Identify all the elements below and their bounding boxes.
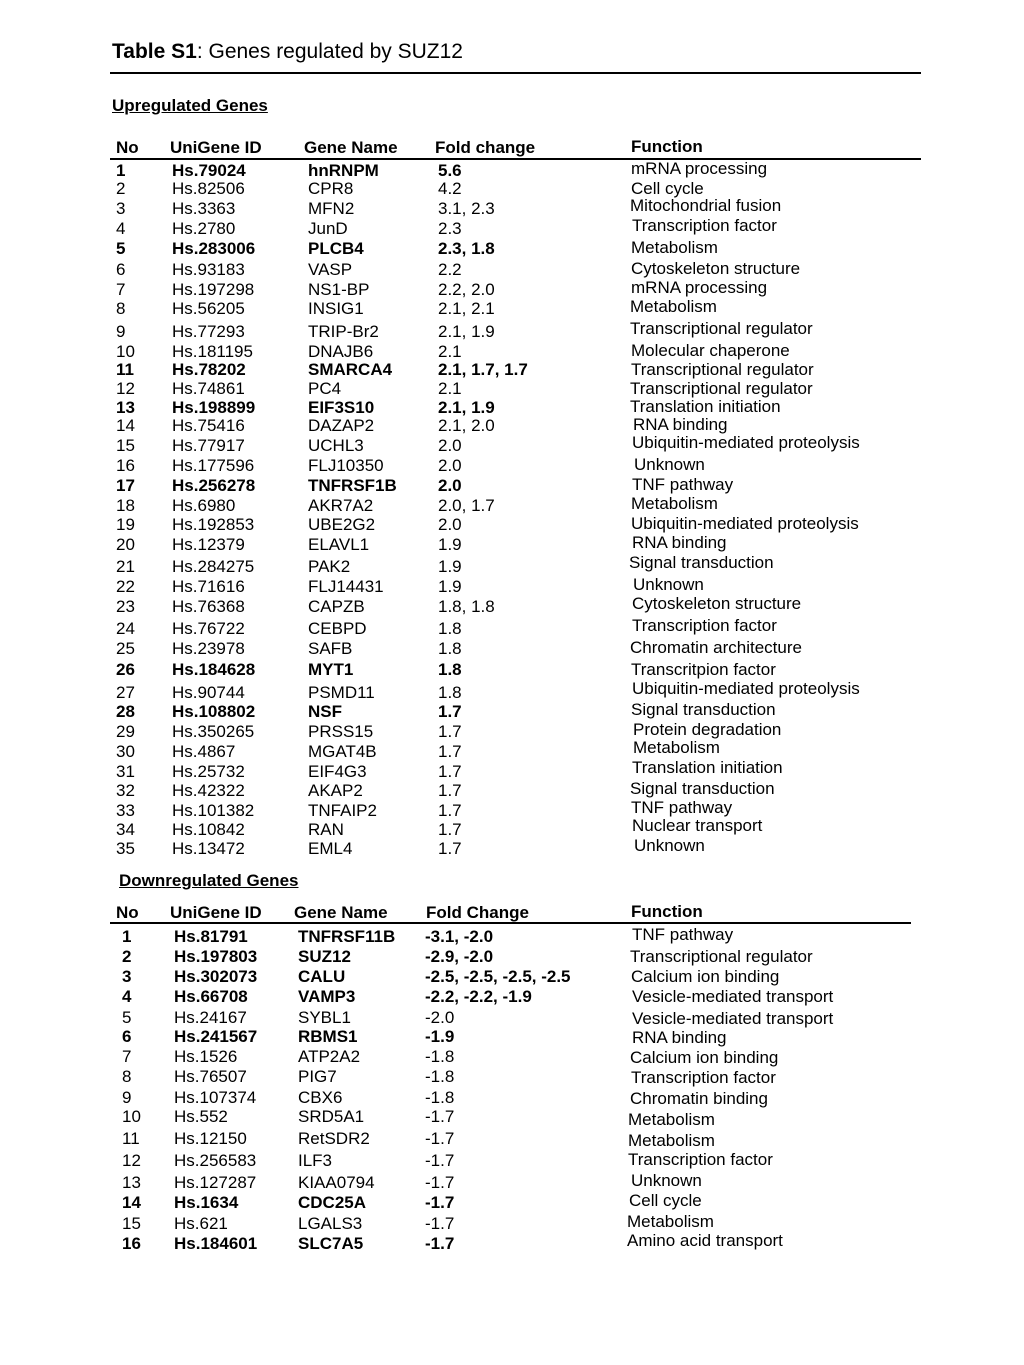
down-row-6-fold: -1.9	[425, 1027, 455, 1046]
up-row-33-gene: TNFAIP2	[308, 801, 377, 820]
down-row-9-function: Chromatin binding	[630, 1089, 768, 1108]
up-row-35-no: 35	[116, 839, 135, 858]
up-row-6-no: 6	[116, 260, 126, 279]
up-header-rule	[110, 158, 921, 160]
down-row-11-fold: -1.7	[425, 1129, 455, 1148]
up-row-1-no: 1	[116, 161, 126, 180]
up-row-34-no: 34	[116, 820, 135, 839]
up-row-33-function: TNF pathway	[631, 798, 733, 817]
up-row-12-no: 12	[116, 379, 135, 398]
up-row-25-gene: SAFB	[308, 639, 353, 658]
up-row-11-gene: SMARCA4	[308, 360, 393, 379]
up-row-34-gene: RAN	[308, 820, 344, 839]
down-row-14-gene: CDC25A	[298, 1193, 367, 1212]
down-row-8-unigene: Hs.76507	[174, 1067, 247, 1086]
down-row-14-fold: -1.7	[425, 1193, 455, 1212]
up-row-11-unigene: Hs.78202	[172, 360, 246, 379]
up-row-33-unigene: Hs.101382	[172, 801, 255, 820]
up-row-28-fold: 1.7	[438, 702, 462, 721]
down-row-9-no: 9	[122, 1088, 132, 1107]
down-row-13-function: Unknown	[631, 1171, 702, 1190]
down-row-2-gene: SUZ12	[298, 947, 351, 966]
up-row-20-no: 20	[116, 535, 135, 554]
up-row-28-unigene: Hs.108802	[172, 702, 256, 721]
up-row-2-fold: 4.2	[438, 179, 462, 198]
down-row-3-fold: -2.5, -2.5, -2.5, -2.5	[425, 967, 571, 986]
up-row-19-fold: 2.0	[438, 515, 462, 534]
up-row-16-gene: FLJ10350	[308, 456, 384, 475]
up-row-3-function: Mitochondrial fusion	[630, 196, 782, 215]
downregulated-heading: Downregulated Genes	[119, 871, 299, 890]
up-row-10-no: 10	[116, 342, 135, 361]
up-col-no: No	[116, 138, 139, 157]
up-row-7-unigene: Hs.197298	[172, 280, 255, 299]
down-row-7-function: Calcium ion binding	[630, 1048, 779, 1067]
up-row-20-gene: ELAVL1	[308, 535, 370, 554]
up-row-21-fold: 1.9	[438, 557, 462, 576]
up-row-3-gene: MFN2	[308, 199, 355, 218]
up-row-7-gene: NS1-BP	[308, 280, 370, 299]
up-row-34-fold: 1.7	[438, 820, 462, 839]
up-row-13-unigene: Hs.198899	[172, 398, 256, 417]
down-row-6-function: RNA binding	[632, 1028, 727, 1047]
table-title	[112, 40, 463, 64]
up-row-13-function: Translation initiation	[630, 397, 781, 416]
up-row-29-function: Protein degradation	[633, 720, 782, 739]
up-row-35-unigene: Hs.13472	[172, 839, 245, 858]
up-row-28-gene: NSF	[308, 702, 342, 721]
down-row-2-function: Transcriptional regulator	[630, 947, 813, 966]
up-row-21-gene: PAK2	[308, 557, 351, 576]
down-row-2-unigene: Hs.197803	[174, 947, 258, 966]
down-col-no: No	[116, 903, 139, 922]
down-row-11-unigene: Hs.12150	[174, 1129, 247, 1148]
up-row-4-no: 4	[116, 219, 126, 238]
down-row-9-unigene: Hs.107374	[174, 1088, 257, 1107]
up-row-31-fold: 1.7	[438, 762, 462, 781]
up-row-15-function: Ubiquitin-mediated proteolysis	[632, 433, 860, 452]
down-row-1-fold: -3.1, -2.0	[425, 927, 494, 946]
down-row-15-gene: LGALS3	[298, 1214, 363, 1233]
up-row-17-no: 17	[116, 476, 135, 495]
up-row-14-unigene: Hs.75416	[172, 416, 245, 435]
up-row-5-unigene: Hs.283006	[172, 239, 256, 258]
down-row-14-no: 14	[122, 1193, 141, 1212]
up-row-8-unigene: Hs.56205	[172, 299, 245, 318]
up-row-15-unigene: Hs.77917	[172, 436, 245, 455]
down-row-6-unigene: Hs.241567	[174, 1027, 258, 1046]
up-row-29-unigene: Hs.350265	[172, 722, 255, 741]
down-row-7-unigene: Hs.1526	[174, 1047, 238, 1066]
up-row-28-no: 28	[116, 702, 135, 721]
down-col-fold: Fold Change	[426, 903, 529, 922]
up-row-6-function: Cytoskeleton structure	[631, 259, 801, 278]
down-row-11-function: Metabolism	[628, 1131, 715, 1150]
up-row-30-unigene: Hs.4867	[172, 742, 236, 761]
down-row-12-unigene: Hs.256583	[174, 1151, 257, 1170]
down-row-14-function: Cell cycle	[629, 1191, 702, 1210]
down-row-13-gene: KIAA0794	[298, 1173, 375, 1192]
up-row-24-unigene: Hs.76722	[172, 619, 245, 638]
up-row-22-unigene: Hs.71616	[172, 577, 245, 596]
up-row-24-fold: 1.8	[438, 619, 462, 638]
up-row-16-unigene: Hs.177596	[172, 456, 255, 475]
up-row-27-fold: 1.8	[438, 683, 462, 702]
up-row-16-no: 16	[116, 456, 135, 475]
down-col-unigene: UniGene ID	[170, 903, 262, 922]
up-row-13-fold: 2.1, 1.9	[438, 398, 495, 417]
up-row-35-function: Unknown	[634, 836, 705, 855]
up-row-25-no: 25	[116, 639, 135, 658]
up-row-30-no: 30	[116, 742, 135, 761]
up-row-9-no: 9	[116, 322, 126, 341]
down-row-1-function: TNF pathway	[632, 925, 734, 944]
up-row-18-function: Metabolism	[631, 494, 718, 513]
up-col-function: Function	[631, 137, 703, 156]
up-row-26-function: Transcritpion factor	[631, 660, 776, 679]
down-row-2-no: 2	[122, 947, 132, 966]
down-row-15-no: 15	[122, 1214, 141, 1233]
down-row-8-fold: -1.8	[425, 1067, 455, 1086]
up-row-23-fold: 1.8, 1.8	[438, 597, 495, 616]
up-row-10-unigene: Hs.181195	[172, 342, 253, 361]
up-col-fold: Fold change	[435, 138, 536, 157]
up-row-21-function: Signal transduction	[629, 553, 774, 572]
up-row-6-fold: 2.2	[438, 260, 462, 279]
up-row-30-fold: 1.7	[438, 742, 462, 761]
up-row-32-unigene: Hs.42322	[172, 781, 245, 800]
up-row-23-no: 23	[116, 597, 135, 616]
up-row-26-no: 26	[116, 660, 135, 679]
up-row-34-function: Nuclear transport	[632, 816, 763, 835]
up-row-14-no: 14	[116, 416, 135, 435]
up-row-16-function: Unknown	[634, 455, 705, 474]
up-row-18-gene: AKR7A2	[308, 496, 374, 515]
up-row-10-gene: DNAJB6	[308, 342, 374, 361]
up-row-24-gene: CEBPD	[308, 619, 367, 638]
down-row-11-gene: RetSDR2	[298, 1129, 370, 1148]
up-row-24-function: Transcription factor	[632, 616, 777, 635]
up-row-9-function: Transcriptional regulator	[630, 319, 813, 338]
down-row-7-gene: ATP2A2	[298, 1047, 361, 1066]
up-row-27-no: 27	[116, 683, 135, 702]
up-row-22-gene: FLJ14431	[308, 577, 384, 596]
up-row-22-fold: 1.9	[438, 577, 462, 596]
down-row-13-no: 13	[122, 1173, 141, 1192]
down-col-function: Function	[631, 902, 703, 921]
down-row-4-fold: -2.2, -2.2, -1.9	[425, 987, 532, 1006]
down-row-13-fold: -1.7	[425, 1173, 455, 1192]
down-row-8-no: 8	[122, 1067, 132, 1086]
up-row-27-unigene: Hs.90744	[172, 683, 245, 702]
up-row-10-function: Molecular chaperone	[631, 341, 790, 360]
up-row-24-no: 24	[116, 619, 135, 638]
up-row-15-fold: 2.0	[438, 436, 462, 455]
up-row-31-function: Translation initiation	[632, 758, 783, 777]
up-row-10-fold: 2.1	[438, 342, 462, 361]
down-row-2-fold: -2.9, -2.0	[425, 947, 494, 966]
down-row-8-gene: PIG7	[298, 1067, 337, 1086]
down-header-rule	[110, 922, 911, 924]
up-row-26-unigene: Hs.184628	[172, 660, 256, 679]
up-row-25-fold: 1.8	[438, 639, 462, 658]
up-row-3-fold: 3.1, 2.3	[438, 199, 495, 218]
up-row-23-unigene: Hs.76368	[172, 597, 245, 616]
down-row-9-fold: -1.8	[425, 1088, 455, 1107]
down-row-15-function: Metabolism	[627, 1212, 714, 1231]
up-row-30-gene: MGAT4B	[308, 742, 377, 761]
down-row-11-no: 11	[122, 1129, 140, 1148]
up-row-8-function: Metabolism	[630, 297, 717, 316]
up-col-unigene: UniGene ID	[170, 138, 262, 157]
down-row-15-fold: -1.7	[425, 1214, 455, 1233]
up-row-12-function: Transcriptional regulator	[630, 379, 813, 398]
up-row-20-function: RNA binding	[632, 533, 727, 552]
down-row-5-fold: -2.0	[425, 1008, 455, 1027]
up-row-1-function: mRNA processing	[631, 159, 768, 178]
up-row-25-unigene: Hs.23978	[172, 639, 245, 658]
up-row-31-no: 31	[116, 762, 135, 781]
up-row-19-function: Ubiquitin-mediated proteolysis	[631, 514, 859, 533]
up-row-25-function: Chromatin architecture	[630, 638, 802, 657]
up-row-9-gene: TRIP-Br2	[308, 322, 379, 341]
up-row-13-no: 13	[116, 398, 135, 417]
down-row-7-no: 7	[122, 1047, 132, 1066]
up-row-26-gene: MYT1	[308, 660, 354, 679]
upregulated-heading: Upregulated Genes	[112, 96, 268, 115]
up-row-18-fold: 2.0, 1.7	[438, 496, 495, 515]
up-row-16-fold: 2.0	[438, 456, 462, 475]
up-row-29-gene: PRSS15	[308, 722, 374, 741]
up-row-29-no: 29	[116, 722, 135, 741]
up-row-19-no: 19	[116, 515, 135, 534]
up-row-2-function: Cell cycle	[631, 179, 704, 198]
table-title-text: : Genes regulated by SUZ12	[196, 40, 463, 63]
down-row-5-unigene: Hs.24167	[174, 1008, 247, 1027]
up-row-7-function: mRNA processing	[631, 278, 768, 297]
up-row-14-function: RNA binding	[633, 415, 728, 434]
up-row-2-unigene: Hs.82506	[172, 179, 245, 198]
up-row-12-unigene: Hs.74861	[172, 379, 245, 398]
up-row-27-function: Ubiquitin-mediated proteolysis	[632, 679, 860, 698]
up-row-5-function: Metabolism	[631, 238, 718, 257]
up-row-15-gene: UCHL3	[308, 436, 364, 455]
up-row-1-unigene: Hs.79024	[172, 161, 246, 180]
down-row-4-unigene: Hs.66708	[174, 987, 248, 1006]
up-row-35-gene: EML4	[308, 839, 353, 858]
up-row-32-function: Signal transduction	[630, 779, 775, 798]
table-title-prefix: Table S1	[112, 40, 197, 63]
up-row-4-fold: 2.3	[438, 219, 462, 238]
up-row-33-no: 33	[116, 801, 135, 820]
up-row-30-function: Metabolism	[633, 738, 720, 757]
down-row-16-no: 16	[122, 1234, 141, 1253]
up-row-15-no: 15	[116, 436, 135, 455]
down-row-3-unigene: Hs.302073	[174, 967, 258, 986]
up-row-12-fold: 2.1	[438, 379, 462, 398]
down-row-6-no: 6	[122, 1027, 132, 1046]
up-row-22-no: 22	[116, 577, 135, 596]
down-row-16-function: Amino acid transport	[627, 1231, 783, 1250]
up-row-4-gene: JunD	[308, 219, 348, 238]
up-row-7-no: 7	[116, 280, 126, 299]
up-col-gene: Gene Name	[304, 138, 398, 157]
down-row-5-function: Vesicle-mediated transport	[632, 1009, 834, 1028]
up-row-14-gene: DAZAP2	[308, 416, 375, 435]
down-row-6-gene: RBMS1	[298, 1027, 358, 1046]
up-row-11-function: Transcriptional regulator	[631, 360, 814, 379]
down-row-1-unigene: Hs.81791	[174, 927, 248, 946]
up-row-19-unigene: Hs.192853	[172, 515, 255, 534]
down-row-5-no: 5	[122, 1008, 132, 1027]
down-row-8-function: Transcription factor	[631, 1068, 776, 1087]
up-row-21-unigene: Hs.284275	[172, 557, 255, 576]
up-row-14-fold: 2.1, 2.0	[438, 416, 495, 435]
up-row-5-no: 5	[116, 239, 126, 258]
up-row-3-no: 3	[116, 199, 126, 218]
up-row-32-gene: AKAP2	[308, 781, 363, 800]
up-row-28-function: Signal transduction	[631, 700, 776, 719]
down-row-13-unigene: Hs.127287	[174, 1173, 257, 1192]
up-row-1-fold: 5.6	[438, 161, 462, 180]
up-row-8-fold: 2.1, 2.1	[438, 299, 495, 318]
up-row-8-no: 8	[116, 299, 126, 318]
down-row-4-function: Vesicle-mediated transport	[632, 987, 834, 1006]
up-row-7-fold: 2.2, 2.0	[438, 280, 495, 299]
down-row-10-gene: SRD5A1	[298, 1107, 365, 1126]
up-row-5-gene: PLCB4	[308, 239, 364, 258]
up-row-8-gene: INSIG1	[308, 299, 364, 318]
up-row-17-unigene: Hs.256278	[172, 476, 256, 495]
up-row-21-no: 21	[116, 557, 135, 576]
up-row-4-unigene: Hs.2780	[172, 219, 236, 238]
down-row-12-gene: ILF3	[298, 1151, 333, 1170]
down-row-10-unigene: Hs.552	[174, 1107, 228, 1126]
up-row-18-no: 18	[116, 496, 135, 515]
up-row-18-unigene: Hs.6980	[172, 496, 236, 515]
up-row-19-gene: UBE2G2	[308, 515, 376, 534]
down-row-4-gene: VAMP3	[298, 987, 356, 1006]
down-row-12-function: Transcription factor	[628, 1150, 773, 1169]
up-row-31-gene: EIF4G3	[308, 762, 367, 781]
up-row-17-gene: TNFRSF1B	[308, 476, 397, 495]
down-row-10-function: Metabolism	[628, 1110, 715, 1129]
up-row-23-function: Cytoskeleton structure	[632, 594, 802, 613]
down-row-3-no: 3	[122, 967, 132, 986]
down-row-5-gene: SYBL1	[298, 1008, 351, 1027]
up-row-13-gene: EIF3S10	[308, 398, 375, 417]
up-row-11-fold: 2.1, 1.7, 1.7	[438, 360, 528, 379]
up-row-2-no: 2	[116, 179, 126, 198]
up-row-1-gene: hnRNPM	[308, 161, 379, 180]
up-row-23-gene: CAPZB	[308, 597, 365, 616]
up-row-4-function: Transcription factor	[632, 216, 777, 235]
down-row-12-fold: -1.7	[425, 1151, 455, 1170]
up-row-20-unigene: Hs.12379	[172, 535, 245, 554]
up-row-33-fold: 1.7	[438, 801, 462, 820]
down-row-15-unigene: Hs.621	[174, 1214, 228, 1233]
up-row-31-unigene: Hs.25732	[172, 762, 245, 781]
up-row-32-fold: 1.7	[438, 781, 462, 800]
up-row-27-gene: PSMD11	[308, 683, 375, 702]
up-row-20-fold: 1.9	[438, 535, 462, 554]
up-row-3-unigene: Hs.3363	[172, 199, 236, 218]
down-row-12-no: 12	[122, 1151, 141, 1170]
down-row-4-no: 4	[122, 987, 132, 1006]
down-row-7-fold: -1.8	[425, 1047, 455, 1066]
down-row-9-gene: CBX6	[298, 1088, 343, 1107]
down-row-3-function: Calcium ion binding	[631, 967, 780, 986]
up-row-12-gene: PC4	[308, 379, 342, 398]
up-row-35-fold: 1.7	[438, 839, 462, 858]
down-row-1-gene: TNFRSF11B	[298, 927, 396, 946]
down-row-16-fold: -1.7	[425, 1234, 455, 1253]
title-rule	[110, 72, 921, 74]
up-row-6-unigene: Hs.93183	[172, 260, 245, 279]
up-row-34-unigene: Hs.10842	[172, 820, 245, 839]
down-row-10-no: 10	[122, 1107, 141, 1126]
up-row-17-fold: 2.0	[438, 476, 462, 495]
up-row-9-fold: 2.1, 1.9	[438, 322, 495, 341]
down-row-16-gene: SLC7A5	[298, 1234, 364, 1253]
up-row-6-gene: VASP	[308, 260, 353, 279]
up-row-5-fold: 2.3, 1.8	[438, 239, 495, 258]
down-row-1-no: 1	[122, 927, 132, 946]
down-col-gene: Gene Name	[294, 903, 388, 922]
down-row-14-unigene: Hs.1634	[174, 1193, 239, 1212]
up-row-29-fold: 1.7	[438, 722, 462, 741]
up-row-17-function: TNF pathway	[632, 475, 734, 494]
up-row-22-function: Unknown	[633, 575, 704, 594]
up-row-2-gene: CPR8	[308, 179, 354, 198]
down-row-10-fold: -1.7	[425, 1107, 455, 1126]
down-row-16-unigene: Hs.184601	[174, 1234, 258, 1253]
up-row-11-no: 11	[116, 360, 134, 379]
up-row-26-fold: 1.8	[438, 660, 462, 679]
up-row-9-unigene: Hs.77293	[172, 322, 245, 341]
down-row-3-gene: CALU	[298, 967, 346, 986]
up-row-32-no: 32	[116, 781, 135, 800]
